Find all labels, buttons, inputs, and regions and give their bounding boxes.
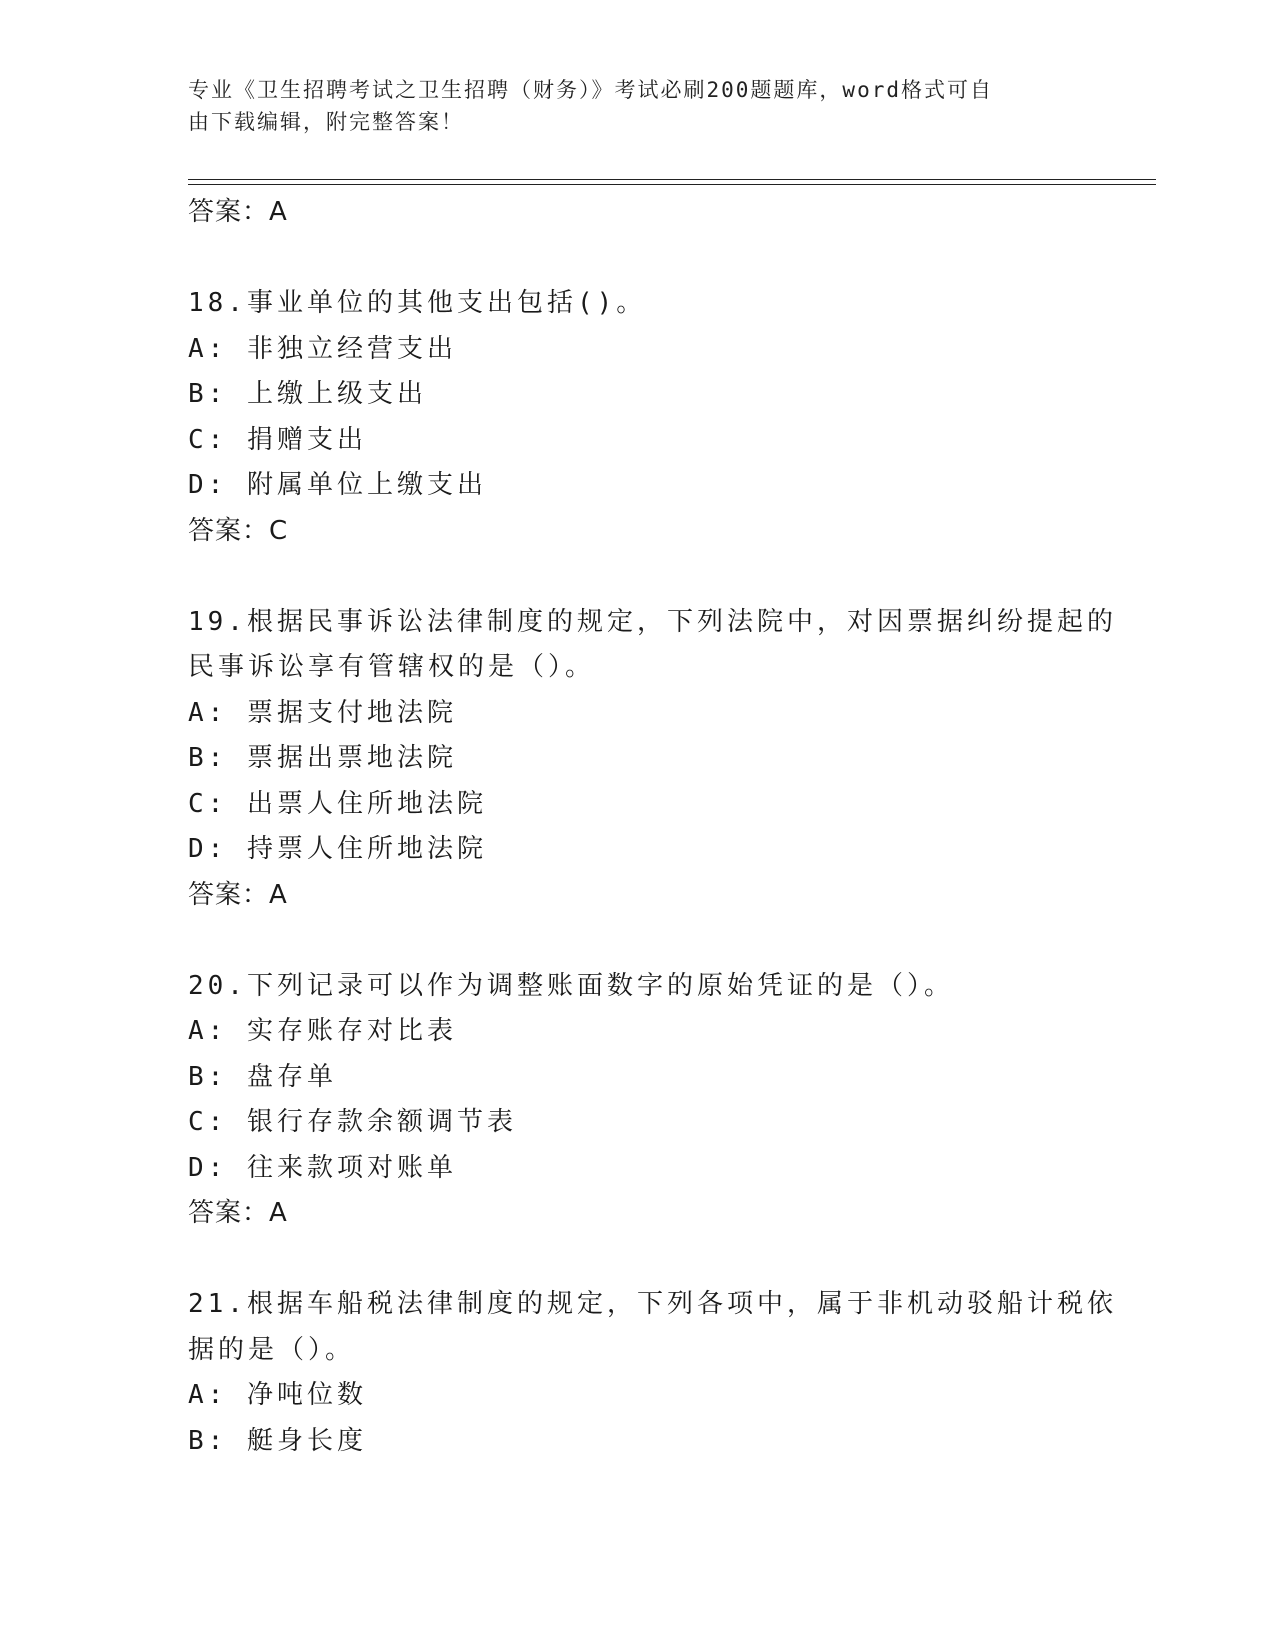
option-d: D: 附属单位上缴支出 — [188, 470, 487, 500]
question-20 — [188, 964, 1088, 1237]
answer-line: 答案：C — [188, 515, 289, 546]
answer-line: 答案：A — [188, 1198, 288, 1228]
option-d: D: 持票人住所地法院 — [188, 834, 487, 864]
option-d: D: 往来款项对账单 — [188, 1152, 457, 1183]
document-header — [188, 74, 1068, 138]
option-c: C: 出票人住所地法院 — [188, 788, 487, 819]
option-b: B: 上缴上级支出 — [188, 379, 427, 409]
question-19 — [188, 600, 1117, 919]
question-list — [188, 190, 1117, 1464]
question-stem: 21.根据车船税法律制度的规定，下列各项中，属于非机动驳船计税依 — [188, 1289, 1117, 1319]
question-stem: 18.事业单位的其他支出包括()。 — [188, 288, 647, 318]
option-c: C: 银行存款余额调节表 — [188, 1107, 517, 1137]
question-21 — [188, 1282, 1117, 1464]
option-b: B: 票据出票地法院 — [188, 743, 457, 773]
answer-line: 答案：A — [188, 197, 288, 227]
option-b: B: 盘存单 — [188, 1061, 337, 1092]
question-stem: 19.根据民事诉讼法律制度的规定，下列法院中，对因票据纠纷提起的 — [188, 606, 1117, 637]
option-b: B: 艇身长度 — [188, 1425, 367, 1456]
question-stem-continued: 民事诉讼享有管辖权的是（）。 — [188, 652, 596, 682]
header-line-1: 专业《卫生招聘考试之卫生招聘（财务）》考试必刷200题题库，word格式可自 — [188, 78, 993, 102]
header-divider-top — [188, 179, 1156, 180]
header-divider-bottom — [188, 184, 1156, 185]
answer-line: 答案：A — [188, 879, 288, 910]
option-a: A: 非独立经营支出 — [188, 333, 457, 364]
option-a: A: 实存账存对比表 — [188, 1016, 457, 1046]
option-c: C: 捐赠支出 — [188, 424, 367, 455]
option-a: A: 票据支付地法院 — [188, 697, 457, 728]
question-18 — [188, 281, 1088, 554]
option-a: A: 净吨位数 — [188, 1380, 367, 1410]
question-stem: 20.下列记录可以作为调整账面数字的原始凭证的是（）。 — [188, 970, 954, 1001]
question-stem-continued: 据的是（）。 — [188, 1334, 356, 1365]
header-line-2: 由下载编辑，附完整答案！ — [188, 110, 464, 134]
